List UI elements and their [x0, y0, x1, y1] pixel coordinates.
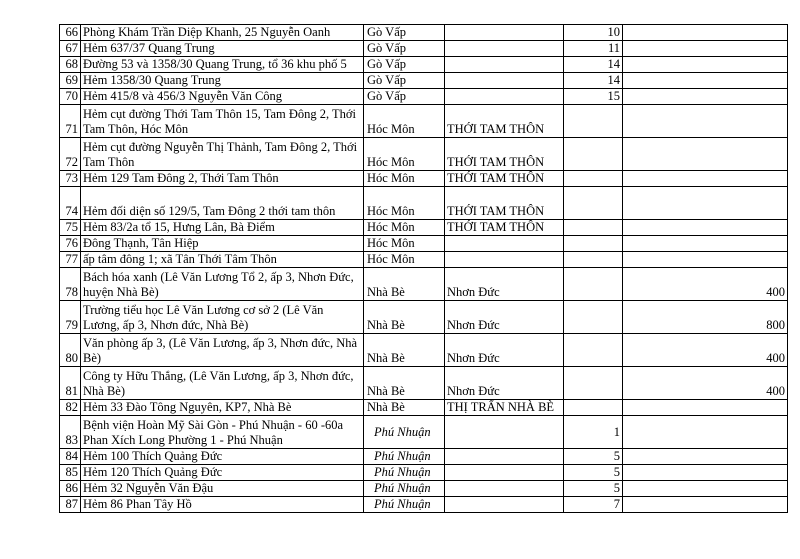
district-cell: Hóc Môn [364, 236, 445, 252]
row-number: 85 [60, 465, 81, 481]
table-row [60, 57, 788, 73]
count-cell [564, 301, 623, 334]
count-cell: 15 [564, 89, 623, 105]
ward-cell: THỚI TAM THÔN [445, 138, 564, 171]
amount-cell: 400 [623, 367, 788, 400]
district-cell: Hóc Môn [364, 138, 445, 171]
address-cell: ấp tâm đông 1; xã Tân Thới Tâm Thôn [81, 252, 364, 268]
count-cell: 14 [564, 57, 623, 73]
count-cell: 10 [564, 25, 623, 41]
ward-cell [445, 449, 564, 465]
count-cell: 11 [564, 41, 623, 57]
row-number: 87 [60, 497, 81, 513]
address-cell: Bách hóa xanh (Lê Văn Lương Tổ 2, ấp 3, Nhơn Đức, huyện Nhà Bè) [81, 268, 364, 301]
count-cell [564, 268, 623, 301]
district-cell: Gò Vấp [364, 89, 445, 105]
ward-cell [445, 416, 564, 449]
amount-cell [623, 89, 788, 105]
district-cell: Nhà Bè [364, 400, 445, 416]
amount-cell [623, 73, 788, 89]
count-cell [564, 334, 623, 367]
ward-cell: Nhơn Đức [445, 334, 564, 367]
table-row [60, 25, 788, 41]
district-cell: Phú Nhuận [364, 416, 445, 449]
table-row [60, 41, 788, 57]
district-cell: Phú Nhuận [364, 465, 445, 481]
address-cell: Trường tiểu học Lê Văn Lương cơ sở 2 (Lê Văn Lương, ấp 3, Nhơn đức, Nhà Bè) [81, 301, 364, 334]
district-cell: Hóc Môn [364, 220, 445, 236]
row-number: 73 [60, 171, 81, 187]
amount-cell [623, 187, 788, 220]
ward-cell [445, 73, 564, 89]
table-row [60, 89, 788, 105]
ward-cell: THỚI TAM THÔN [445, 187, 564, 220]
address-cell: Văn phòng ấp 3, (Lê Văn Lương, ấp 3, Nhơn đức, Nhà Bè) [81, 334, 364, 367]
row-number: 75 [60, 220, 81, 236]
amount-cell [623, 416, 788, 449]
ward-cell [445, 497, 564, 513]
row-number: 86 [60, 481, 81, 497]
address-cell: Công ty Hữu Thắng, (Lê Văn Lương, ấp 3, Nhơn đức, Nhà Bè) [81, 367, 364, 400]
row-number: 72 [60, 138, 81, 171]
district-cell: Gò Vấp [364, 25, 445, 41]
table-row [60, 334, 788, 367]
row-number: 74 [60, 187, 81, 220]
amount-cell [623, 220, 788, 236]
district-cell: Nhà Bè [364, 367, 445, 400]
count-cell [564, 187, 623, 220]
district-cell: Hóc Môn [364, 171, 445, 187]
row-number: 76 [60, 236, 81, 252]
amount-cell: 400 [623, 334, 788, 367]
address-cell: Hẻm 637/37 Quang Trung [81, 41, 364, 57]
amount-cell [623, 449, 788, 465]
amount-cell [623, 41, 788, 57]
table-row [60, 465, 788, 481]
district-cell: Phú Nhuận [364, 449, 445, 465]
district-cell: Phú Nhuận [364, 481, 445, 497]
ward-cell: THỚI TAM THÔN [445, 171, 564, 187]
amount-cell [623, 252, 788, 268]
table-row [60, 268, 788, 301]
district-cell: Gò Vấp [364, 57, 445, 73]
row-number: 78 [60, 268, 81, 301]
address-cell: Hẻm 33 Đào Tông Nguyên, KP7, Nhà Bè [81, 400, 364, 416]
amount-cell [623, 481, 788, 497]
count-cell [564, 220, 623, 236]
row-number: 84 [60, 449, 81, 465]
address-cell: Bệnh viện Hoàn Mỹ Sài Gòn - Phú Nhuận - 60 -60a Phan Xích Long Phường 1 - Phú Nhuận [81, 416, 364, 449]
count-cell [564, 105, 623, 138]
row-number: 67 [60, 41, 81, 57]
ward-cell [445, 236, 564, 252]
ward-cell [445, 57, 564, 73]
address-cell: Phòng Khám Trần Diệp Khanh, 25 Nguyễn Oanh [81, 25, 364, 41]
amount-cell [623, 465, 788, 481]
count-cell: 5 [564, 449, 623, 465]
address-cell: Hẻm cụt đường Nguyễn Thị Thảnh, Tam Đông 2, Thới Tam Thôn [81, 138, 364, 171]
count-cell [564, 236, 623, 252]
count-cell [564, 367, 623, 400]
amount-cell [623, 497, 788, 513]
count-cell: 5 [564, 465, 623, 481]
amount-cell [623, 138, 788, 171]
address-cell: Hẻm 86 Phan Tây Hồ [81, 497, 364, 513]
count-cell [564, 252, 623, 268]
row-number: 68 [60, 57, 81, 73]
amount-cell [623, 400, 788, 416]
ward-cell [445, 89, 564, 105]
amount-cell [623, 171, 788, 187]
district-cell: Hóc Môn [364, 252, 445, 268]
address-cell: Hẻm 83/2a tổ 15, Hưng Lân, Bà Điểm [81, 220, 364, 236]
address-cell: Hẻm 100 Thích Quảng Đức [81, 449, 364, 465]
count-cell: 5 [564, 481, 623, 497]
district-cell: Phú Nhuận [364, 497, 445, 513]
table-row [60, 171, 788, 187]
count-cell [564, 400, 623, 416]
amount-cell: 800 [623, 301, 788, 334]
data-table [59, 24, 788, 513]
table-row [60, 138, 788, 171]
count-cell: 14 [564, 73, 623, 89]
ward-cell [445, 41, 564, 57]
amount-cell [623, 57, 788, 73]
district-cell: Nhà Bè [364, 301, 445, 334]
row-number: 77 [60, 252, 81, 268]
count-cell [564, 171, 623, 187]
district-cell: Hóc Môn [364, 187, 445, 220]
row-number: 80 [60, 334, 81, 367]
table-row [60, 236, 788, 252]
address-cell: Hẻm 120 Thích Quảng Đức [81, 465, 364, 481]
row-number: 83 [60, 416, 81, 449]
district-cell: Nhà Bè [364, 268, 445, 301]
row-number: 71 [60, 105, 81, 138]
ward-cell: THỚI TAM THÔN [445, 105, 564, 138]
table-row [60, 416, 788, 449]
address-cell: Hẻm 415/8 và 456/3 Nguyễn Văn Công [81, 89, 364, 105]
district-cell: Gò Vấp [364, 73, 445, 89]
table-row [60, 105, 788, 138]
ward-cell: THỊ TRẤN NHÀ BÈ [445, 400, 564, 416]
ward-cell [445, 465, 564, 481]
address-cell: Hẻm đối diện số 129/5, Tam Đông 2 thới tam thôn [81, 187, 364, 220]
row-number: 82 [60, 400, 81, 416]
amount-cell [623, 25, 788, 41]
amount-cell: 400 [623, 268, 788, 301]
ward-cell [445, 481, 564, 497]
table-row [60, 400, 788, 416]
district-cell: Hóc Môn [364, 105, 445, 138]
table-row [60, 449, 788, 465]
ward-cell [445, 252, 564, 268]
district-cell: Gò Vấp [364, 41, 445, 57]
count-cell: 7 [564, 497, 623, 513]
ward-cell: Nhơn Đức [445, 268, 564, 301]
row-number: 81 [60, 367, 81, 400]
table-row [60, 301, 788, 334]
address-cell: Đông Thạnh, Tân Hiệp [81, 236, 364, 252]
address-cell: Hẻm cụt đường Thới Tam Thôn 15, Tam Đông 2, Thới Tam Thôn, Hóc Môn [81, 105, 364, 138]
row-number: 66 [60, 25, 81, 41]
address-cell: Hẻm 1358/30 Quang Trung [81, 73, 364, 89]
address-cell: Hẻm 129 Tam Đông 2, Thới Tam Thôn [81, 171, 364, 187]
table-row [60, 497, 788, 513]
table-row [60, 481, 788, 497]
table-row [60, 252, 788, 268]
count-cell [564, 138, 623, 171]
amount-cell [623, 105, 788, 138]
address-cell: Đường 53 và 1358/30 Quang Trung, tổ 36 khu phố 5 [81, 57, 364, 73]
address-cell: Hẻm 32 Nguyễn Văn Đậu [81, 481, 364, 497]
ward-cell: Nhơn Đức [445, 301, 564, 334]
ward-cell: Nhơn Đức [445, 367, 564, 400]
row-number: 79 [60, 301, 81, 334]
table-row [60, 367, 788, 400]
table-row [60, 220, 788, 236]
row-number: 69 [60, 73, 81, 89]
count-cell: 1 [564, 416, 623, 449]
ward-cell: THỚI TAM THÔN [445, 220, 564, 236]
table-row [60, 187, 788, 220]
ward-cell [445, 25, 564, 41]
amount-cell [623, 236, 788, 252]
row-number: 70 [60, 89, 81, 105]
table-row [60, 73, 788, 89]
district-cell: Nhà Bè [364, 334, 445, 367]
